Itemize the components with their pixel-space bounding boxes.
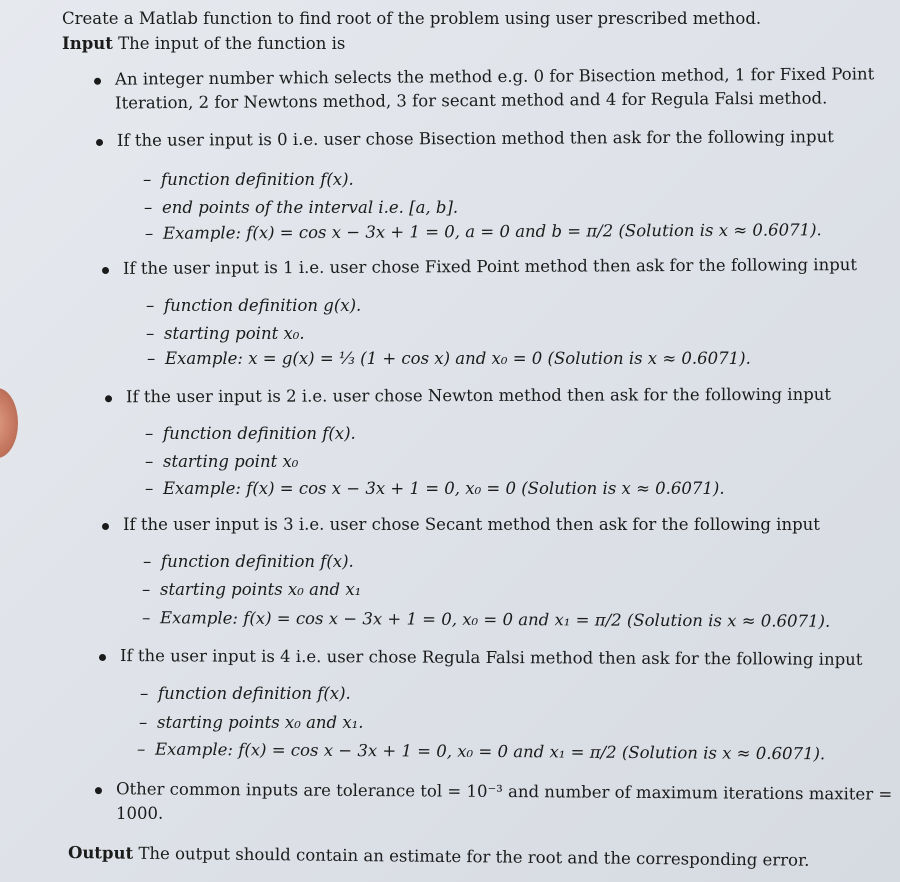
section-newton-item: – starting point x₀ [163, 452, 298, 471]
input-line [62, 34, 345, 53]
section-fixed-point-item: – function definition g(x). [164, 296, 361, 315]
section-secant-item: – function definition f(x). [161, 552, 354, 571]
section-regula-falsi-example: – Example: f(x) = cos x − 3x + 1 = 0, x₀ = 0 and x₁ = π/2 (Solution is x ≈ 0.6071). [155, 740, 825, 764]
section-newton-example: – Example: f(x) = cos x − 3x + 1 = 0, x₀ = 0 (Solution is x ≈ 0.6071). [163, 479, 725, 498]
document-title: Create a Matlab function to find root of the problem using user prescribed method. [62, 9, 762, 28]
section-fixed-point-example: – Example: x = g(x) = ⅓ (1 + cos x) and x₀ = 0 (Solution is x ≈ 0.6071). [165, 349, 751, 368]
bullet-other-inputs: Other common inputs are tolerance tol = 10⁻³ and number of maximum iterations maxiter = [115, 779, 893, 804]
output-label: Output [67, 843, 134, 863]
section-bisection-item: – end points of the interval i.e. [a, b]. [162, 198, 458, 217]
section-regula-falsi-item: – starting points x₀ and x₁. [157, 713, 364, 732]
section-bisection-item: – function definition f(x). [161, 170, 354, 189]
bullet-method-selector: An integer number which selects the method e.g. 0 for Bisection method, 1 for Fixed Point [114, 64, 875, 89]
section-newton-item: – function definition f(x). [163, 424, 356, 443]
bullet-method-selector-cont: Iteration, 2 for Newtons method, 3 for secant method and 4 for Regula Falsi method. [114, 88, 828, 113]
section-fixed-point-item: – starting point x₀. [164, 324, 305, 343]
section-secant-example: – Example: f(x) = cos x − 3x + 1 = 0, x₀ = 0 and x₁ = π/2 (Solution is x ≈ 0.6071). [160, 608, 830, 631]
section-fixed-point-heading: If the user input is 1 i.e. user chose Fixed Point method then ask for the following input [122, 255, 858, 278]
section-secant-item: – starting points x₀ and x₁ [160, 580, 361, 599]
section-bisection-heading: If the user input is 0 i.e. user chose Bisection method then ask for the following input [116, 127, 834, 150]
input-label: Input [62, 34, 113, 53]
bullet-other-inputs-cont: 1000. [116, 804, 164, 823]
section-regula-falsi-heading: If the user input is 4 i.e. user chose Regula Falsi method then ask for the following input [119, 646, 863, 669]
input-text: The input of the function is [118, 34, 346, 53]
output-line [68, 843, 810, 870]
output-text: The output should contain an estimate for the root and the corresponding error. [138, 843, 810, 870]
section-regula-falsi-item: – function definition f(x). [158, 684, 351, 703]
section-bisection-example: – Example: f(x) = cos x − 3x + 1 = 0, a = 0 and b = π/2 (Solution is x ≈ 0.6071). [163, 220, 822, 242]
section-secant-heading: If the user input is 3 i.e. user chose Secant method then ask for the following input [123, 515, 820, 534]
section-newton-heading: If the user input is 2 i.e. user chose Newton method then ask for the following input [125, 384, 832, 407]
